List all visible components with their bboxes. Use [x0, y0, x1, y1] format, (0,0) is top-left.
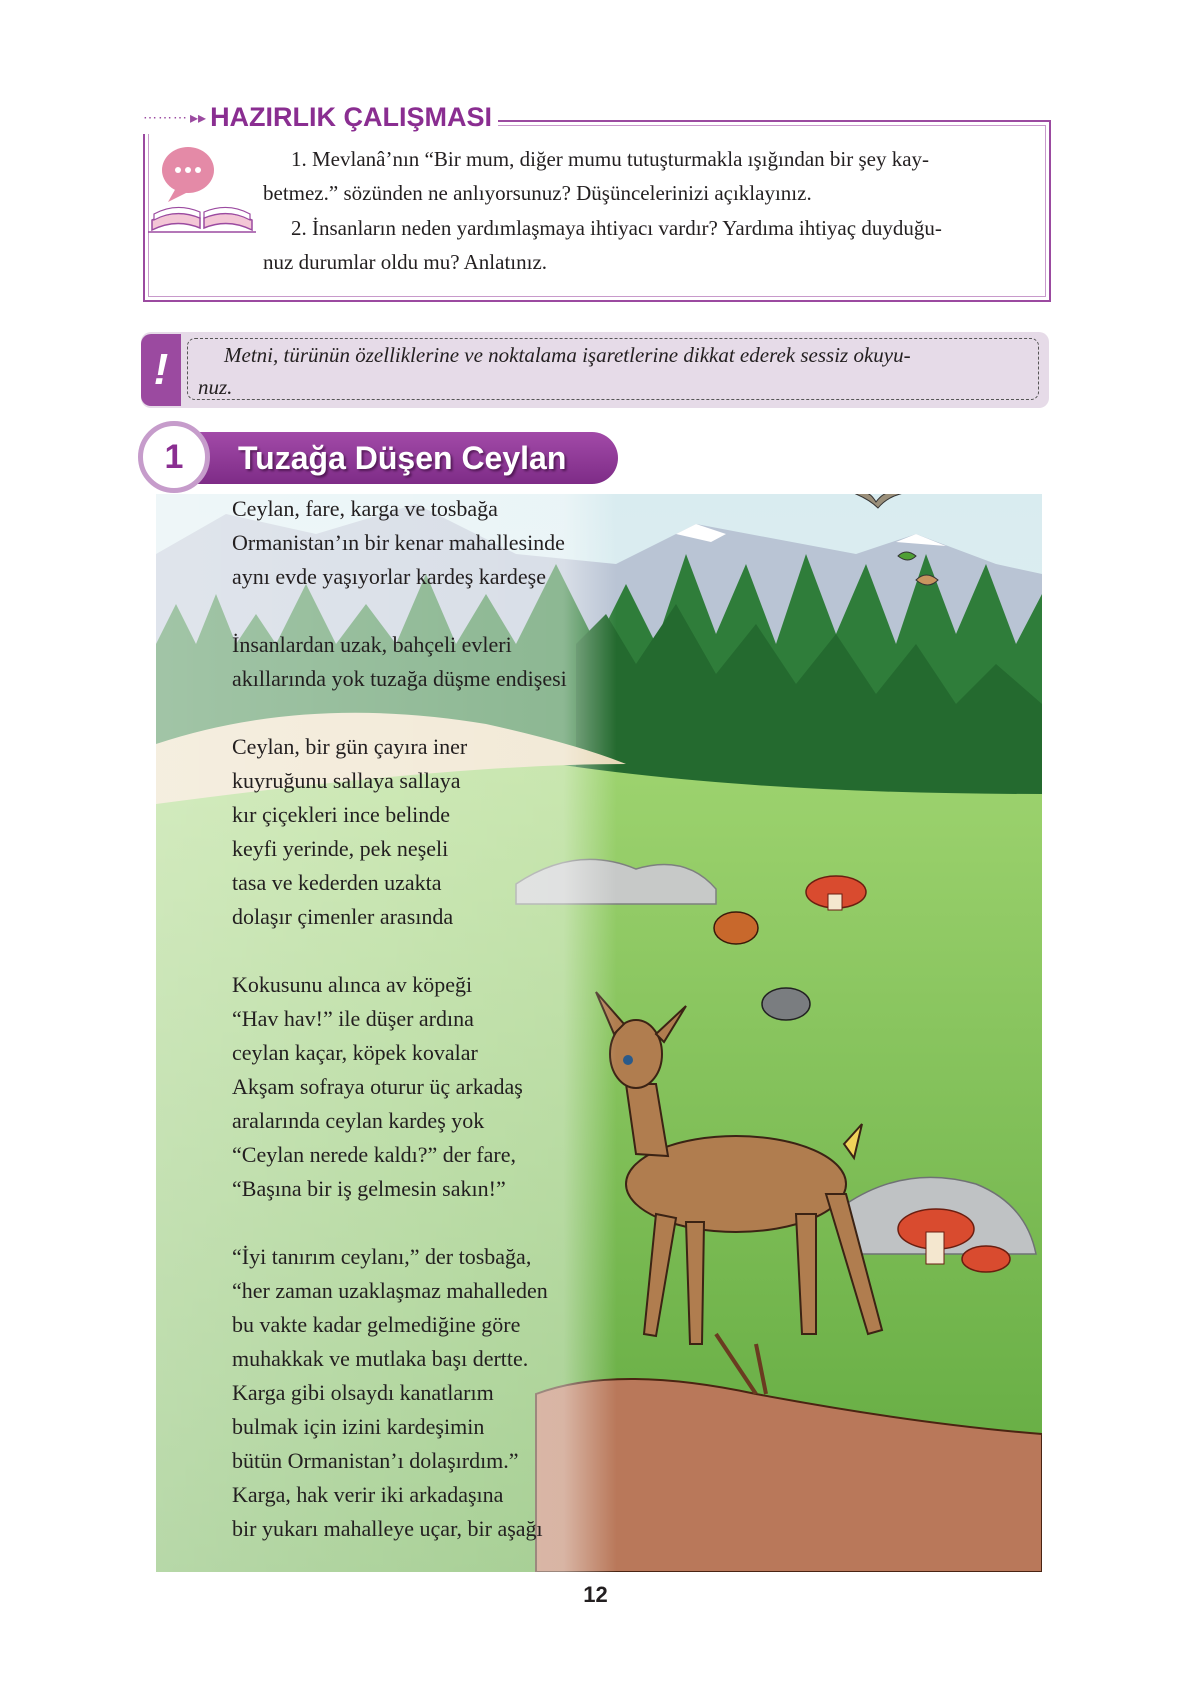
question-2-line-1: 2. İnsanların neden yardımlaşmaya ihtiyacı vardır? Yardıma ihtiyaç duyduğu-: [291, 216, 942, 240]
question-1-line-2: betmez.” sözünden ne anlıyorsunuz? Düşüncelerinizi açıklayınız.: [263, 181, 812, 205]
poem-line: kır çiçekleri ince belinde: [232, 802, 451, 827]
poem-line: İnsanlardan uzak, bahçeli evleri: [232, 632, 512, 657]
exclamation-icon: !: [141, 334, 181, 406]
poem-line: akıllarında yok tuzağa düşme endişesi: [232, 666, 567, 691]
preparation-title: HAZIRLIK ÇALIŞMASI: [210, 101, 493, 132]
poem-line: bulmak için izini kardeşimin: [232, 1414, 485, 1439]
notice-line-2: nuz.: [198, 375, 233, 399]
poem-line: dolaşır çimenler arasında: [232, 904, 454, 929]
speech-bubble-book-icon: [146, 140, 258, 236]
dotted-leader: ⋯⋯⋯: [143, 108, 188, 125]
notice-line-1: Metni, türünün özelliklerine ve noktalama işaretlerine dikkat ederek sessiz okuyu-: [224, 343, 911, 367]
poem-line: aynı evde yaşıyorlar kardeş kardeşe: [232, 564, 546, 589]
poem-line: Karga gibi olsaydı kanatlarım: [232, 1380, 494, 1405]
poem-line: ceylan kaçar, köpek kovalar: [232, 1040, 478, 1065]
poem-line: muhakkak ve mutlaka başı dertte.: [232, 1346, 529, 1371]
page-number: 12: [583, 1582, 608, 1607]
poem-text: [232, 492, 632, 1546]
preparation-header-rule: [530, 120, 1051, 122]
stanza-gap: [232, 934, 632, 968]
poem-line: bütün Ormanistan’ı dolaşırdım.”: [232, 1448, 519, 1473]
poem-line: Akşam sofraya oturur üç arkadaş: [232, 1074, 523, 1099]
question-1-line-1: 1. Mevlanâ’nın “Bir mum, diğer mumu tutuşturmakla ışığından bir şey kay-: [291, 147, 930, 171]
poem-line: Kokusunu alınca av köpeği: [232, 972, 473, 997]
preparation-question-1: [263, 142, 1038, 210]
poem-line: kuyruğunu sallaya sallaya: [232, 768, 461, 793]
stanza-gap: [232, 1206, 632, 1240]
poem-line: keyfi yerinde, pek neşeli: [232, 836, 449, 861]
poem-line: aralarında ceylan kardeş yok: [232, 1108, 485, 1133]
poem-line: bir yukarı mahalleye uçar, bir aşağı: [232, 1516, 543, 1541]
question-2-line-2: nuz durumlar oldu mu? Anlatınız.: [263, 250, 548, 274]
poem-line: bu vakte kadar gelmediğine göre: [232, 1312, 521, 1337]
notice-text: [198, 339, 1023, 403]
poem-line: Karga, hak verir iki arkadaşına: [232, 1482, 504, 1507]
poem-line: “Hav hav!” ile düşer ardına: [232, 1006, 474, 1031]
stanza-gap: [232, 696, 632, 730]
poem-line: tasa ve kederden uzakta: [232, 870, 442, 895]
stanza-gap: [232, 594, 632, 628]
poem-line: “Başına bir iş gelmesin sakın!”: [232, 1176, 506, 1201]
poem-line: “Ceylan nerede kaldı?” der fare,: [232, 1142, 516, 1167]
poem-line: “her zaman uzaklaşmaz mahalleden: [232, 1278, 548, 1303]
poem-line: Ceylan, fare, karga ve tosbağa: [232, 496, 498, 521]
poem-line: Ormanistan’ın bir kenar mahallesinde: [232, 530, 565, 555]
preparation-header: [143, 100, 498, 134]
poem-title: Tuzağa Düşen Ceylan: [238, 440, 567, 476]
preparation-question-2: [263, 211, 1038, 279]
poem-line: “İyi tanırım ceylanı,” der tosbağa,: [232, 1244, 532, 1269]
poem-line: Ceylan, bir gün çayıra iner: [232, 734, 468, 759]
section-number: 1: [138, 421, 210, 493]
double-arrow-icon: ▸▸: [190, 107, 207, 127]
